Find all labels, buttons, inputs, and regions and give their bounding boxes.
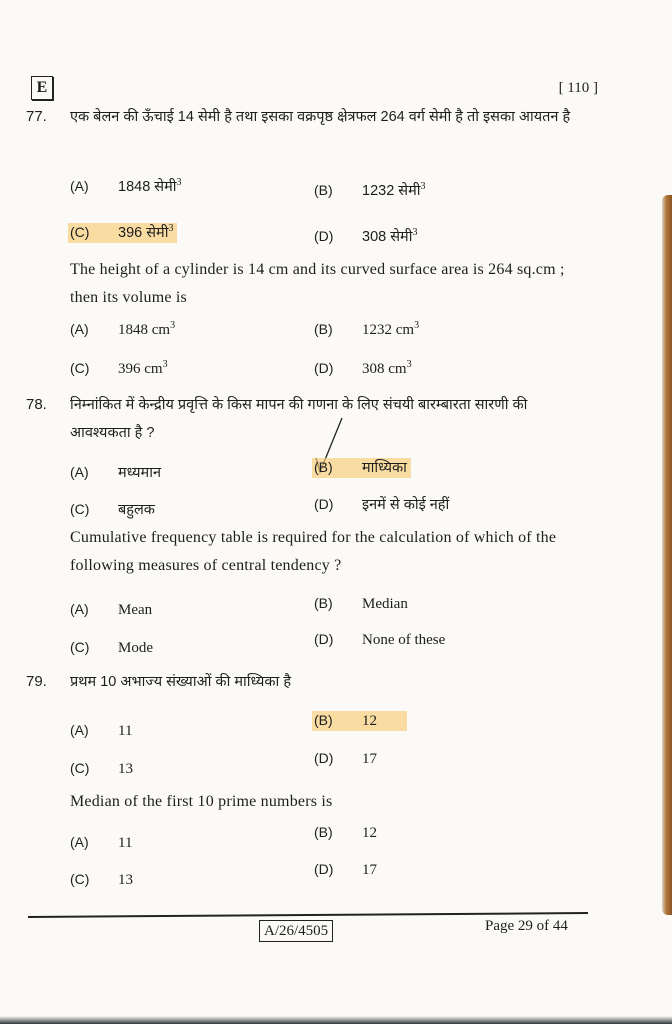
answer-highlight — [68, 223, 177, 243]
option-label: (D) — [314, 496, 334, 512]
option-78-en-d[interactable] — [314, 631, 445, 649]
option-label: (A) — [70, 178, 89, 194]
option-label: (B) — [314, 459, 333, 475]
option-label: (B) — [314, 824, 333, 840]
option-value: 308 सेमी — [362, 229, 413, 245]
option-78-hi-a[interactable] — [70, 462, 161, 482]
question-number: 78. — [26, 396, 47, 413]
question-text-english: The height of a cylinder is 14 cm and its curved surface area is 264 sq.cm ; then its volume is — [70, 261, 565, 306]
option-value: 1232 cm — [362, 322, 415, 338]
option-sup: 3 — [414, 320, 420, 331]
question-text-hindi: एक बेलन की ऊँचाई 14 सेमी है तथा इसका वक्रपृष्ठ क्षेत्रफल 264 वर्ग सेमी है तो इसका आयतन है — [70, 109, 571, 125]
option-label: (C) — [70, 224, 90, 240]
option-value: मध्यमान — [118, 465, 162, 481]
option-label: (C) — [70, 501, 90, 517]
option-value: None of these — [362, 632, 446, 648]
paper-code: A/26/4505 — [259, 920, 333, 942]
option-label: (D) — [314, 631, 334, 647]
book-page-edge — [662, 195, 672, 915]
option-label: (C) — [70, 871, 90, 887]
option-value: 308 cm — [362, 361, 407, 377]
question-number: 77. — [26, 108, 47, 125]
option-label: (D) — [314, 750, 334, 766]
option-label: (B) — [314, 182, 333, 198]
option-sup: 3 — [170, 320, 176, 331]
option-value: 1848 cm — [118, 322, 171, 338]
option-value: 17 — [362, 862, 377, 878]
option-value: 12 — [362, 713, 377, 729]
option-sup: 3 — [176, 177, 182, 188]
option-value: 17 — [362, 751, 377, 767]
option-value: इनमें से कोई नहीं — [362, 497, 450, 513]
option-label: (B) — [314, 712, 333, 728]
option-label: (A) — [70, 601, 89, 617]
option-value: 11 — [118, 835, 133, 851]
option-sup: 3 — [168, 223, 174, 234]
option-79-hi-c[interactable] — [70, 760, 133, 778]
option-value: Mode — [118, 640, 153, 656]
option-79-hi-a[interactable] — [70, 722, 132, 740]
option-value: 1848 सेमी — [118, 179, 177, 195]
question-text-english: Median of the first 10 prime numbers is — [70, 793, 333, 810]
option-value: 12 — [362, 825, 377, 841]
option-label: (A) — [70, 834, 89, 850]
option-label: (B) — [314, 321, 333, 337]
option-79-en-a[interactable] — [70, 834, 132, 852]
option-sup: 3 — [406, 359, 412, 370]
option-value: Mean — [118, 602, 153, 618]
option-value: बहुलक — [118, 502, 155, 518]
option-label: (D) — [314, 360, 334, 376]
option-79-en-d[interactable] — [314, 861, 377, 879]
question-text-english: Cumulative frequency table is required for the calculation of which of the following measures of central tendency ? — [70, 529, 557, 574]
page-code: [ 110 ] — [558, 80, 598, 96]
option-sup: 3 — [412, 227, 418, 238]
option-value: 396 cm — [118, 361, 163, 377]
option-79-en-b[interactable] — [314, 824, 377, 842]
question-number: 79. — [26, 673, 47, 690]
option-79-hi-d[interactable] — [314, 750, 377, 768]
option-77-hi-b[interactable] — [314, 180, 426, 200]
option-value: 13 — [118, 872, 133, 888]
option-77-hi-a[interactable] — [70, 176, 182, 196]
option-79-en-c[interactable] — [70, 871, 133, 889]
option-77-en-a[interactable] — [70, 320, 175, 339]
option-label: (C) — [70, 639, 90, 655]
option-label: (C) — [70, 360, 90, 376]
option-label: (B) — [314, 595, 333, 611]
option-77-en-c[interactable] — [70, 359, 168, 378]
option-label: (A) — [70, 464, 89, 480]
option-78-en-c[interactable] — [70, 639, 153, 657]
option-78-en-a[interactable] — [70, 601, 152, 619]
option-78-hi-d[interactable] — [314, 494, 449, 514]
bottom-shadow — [0, 1016, 672, 1024]
option-label: (A) — [70, 321, 89, 337]
option-label: (D) — [314, 861, 334, 877]
option-sup: 3 — [420, 181, 426, 192]
option-78-hi-c[interactable] — [70, 499, 155, 519]
option-value: माध्यिका — [362, 460, 407, 476]
option-value: 1232 सेमी — [362, 183, 421, 199]
option-label: (C) — [70, 760, 90, 776]
answer-highlight — [312, 711, 407, 731]
option-77-hi-c[interactable] — [70, 222, 177, 242]
option-value: 11 — [118, 723, 133, 739]
option-78-hi-b[interactable] — [314, 457, 411, 477]
section-badge: E — [31, 76, 53, 100]
option-77-hi-d[interactable] — [314, 226, 417, 246]
option-77-en-d[interactable] — [314, 359, 412, 378]
answer-highlight — [312, 458, 411, 478]
option-value: Median — [362, 596, 408, 612]
option-label: (D) — [314, 228, 334, 244]
option-77-en-b[interactable] — [314, 320, 419, 339]
option-sup: 3 — [162, 359, 168, 370]
question-text-hindi: निम्नांकित में केन्द्रीय प्रवृत्ति के किस मापन की गणना के लिए संचयी बारम्बारता सारणी की आवश्यकता है ? — [70, 397, 528, 441]
option-label: (A) — [70, 722, 89, 738]
question-text-hindi: प्रथम 10 अभाज्य संख्याओं की माध्यिका है — [70, 674, 292, 690]
footer-divider — [28, 912, 588, 917]
page-number: Page 29 of 44 — [485, 918, 568, 934]
option-79-hi-b[interactable] — [314, 712, 407, 730]
option-78-en-b[interactable] — [314, 595, 408, 613]
option-value: 13 — [118, 761, 133, 777]
option-value: 396 सेमी — [118, 225, 169, 241]
